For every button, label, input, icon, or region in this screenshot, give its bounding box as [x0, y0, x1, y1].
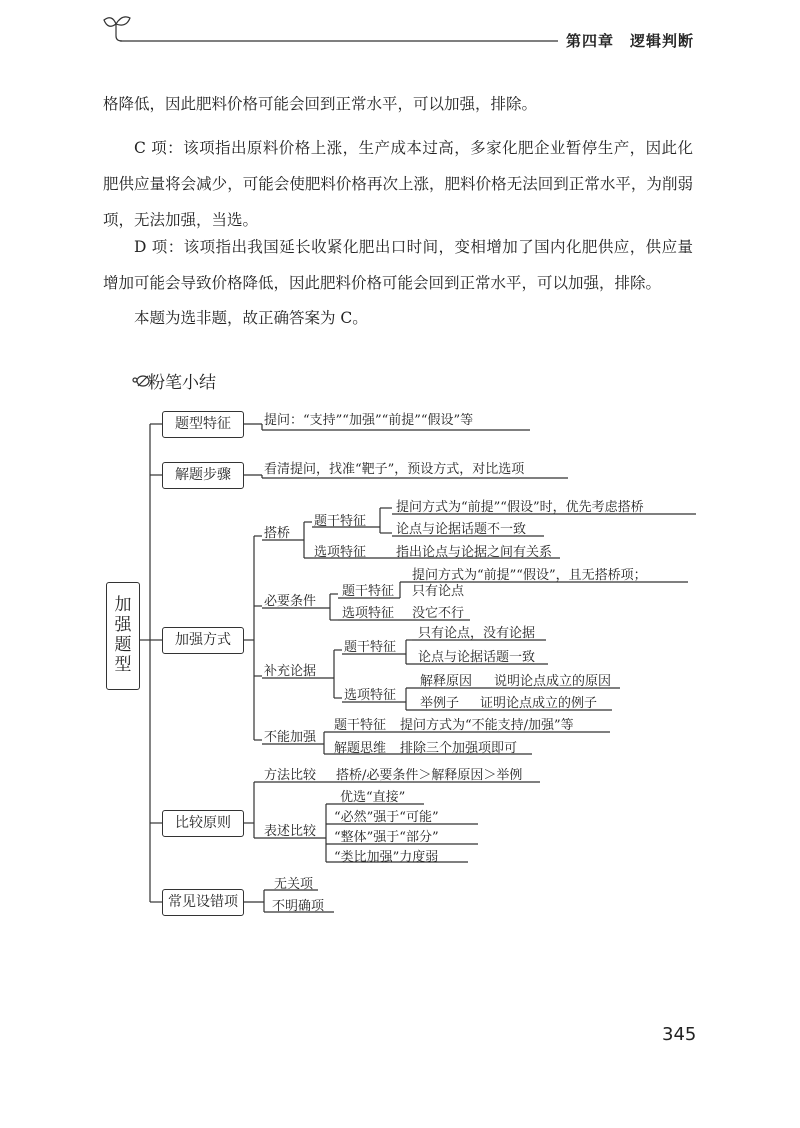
compare-expr-1: 优选“直接”	[340, 790, 406, 805]
paragraph: 本题为选非题，故正确答案为 C。	[134, 309, 368, 327]
supplement-option-label: 选项特征	[344, 688, 397, 703]
type-feature-text: 提问：“支持”“加强”“前提”“假设”等	[264, 413, 474, 428]
bridge-label: 搭桥	[264, 526, 291, 541]
paragraph: C 项：该项指出原料价格上涨，生产成本过高，多家化肥企业暂停生产，因此化肥供应量将会减少，可能会使肥料价格再次上涨，肥料价格无法回到正常水平，为削弱项，无法加强，当选。	[103, 139, 693, 229]
errors-label: 常见设错项	[168, 894, 238, 910]
compare-expr-2: “必然”强于“可能”	[334, 810, 439, 825]
root-box	[106, 582, 140, 690]
necessary-stem-label: 题干特征	[342, 584, 395, 599]
compare-method-text: 搭桥/必要条件＞解释原因＞举例	[336, 768, 523, 783]
chapter-title: 第四章 逻辑判断	[566, 32, 695, 50]
necessary-option-1: 没它不行	[412, 606, 465, 621]
errors-box	[162, 889, 244, 916]
methods-label: 加强方式	[175, 632, 231, 648]
root-label: 加强题型	[114, 595, 132, 675]
paragraph: 格降低，因此肥料价格可能会回到正常水平，可以加强，排除。	[103, 95, 538, 113]
bridge-stem-2: 论点与论据话题不一致	[396, 522, 527, 537]
supplement-stem-label: 题干特征	[344, 640, 397, 655]
compare-expr-4: “类比加强”力度弱	[334, 850, 439, 865]
compare-expr-label: 表述比较	[264, 824, 317, 839]
supplement-example-label: 举例子	[420, 696, 460, 711]
steps-box	[162, 462, 244, 489]
compare-box	[162, 810, 244, 837]
necessary-stem-1: 提问方式为“前提”“假设”，且无搭桥项；	[412, 568, 647, 583]
cannot-label: 不能加强	[264, 730, 317, 745]
type-feature-label: 题型特征	[175, 416, 231, 432]
supplement-stem-2: 论点与论据话题一致	[418, 650, 536, 665]
cannot-stem-label: 题干特征	[334, 718, 387, 733]
errors-item-2: 不明确项	[272, 899, 325, 914]
bridge-stem-1: 提问方式为“前提”“假设”时，优先考虑搭桥	[396, 500, 644, 515]
compare-label: 比较原则	[175, 815, 231, 831]
cannot-thinking-label: 解题思维	[334, 741, 387, 756]
summary-title: 粉笔小结	[148, 373, 216, 393]
bridge-option-label: 选项特征	[314, 545, 367, 560]
cannot-thinking-text: 排除三个加强项即可	[400, 741, 518, 756]
supplement-label: 补充论据	[264, 664, 317, 679]
supplement-stem-1: 只有论点，没有论据	[418, 626, 536, 641]
errors-item-1: 无关项	[274, 877, 314, 892]
steps-label: 解题步骤	[175, 467, 231, 483]
compare-method-label: 方法比较	[264, 768, 317, 783]
supplement-explain-text: 说明论点成立的原因	[494, 674, 612, 689]
methods-box	[162, 627, 244, 654]
bridge-option-1: 指出论点与论据之间有关系	[396, 545, 553, 560]
compare-expr-3: “整体”强于“部分”	[334, 830, 439, 845]
paragraph: D 项：该项指出我国延长收紧化肥出口时间，变相增加了国内化肥供应，供应量增加可能会导致价格降低，因此肥料价格可能会回到正常水平，可以加强，排除。	[103, 238, 693, 292]
bridge-stem-label: 题干特征	[314, 514, 367, 529]
supplement-example-text: 证明论点成立的例子	[480, 696, 598, 711]
type-feature-box	[162, 411, 244, 438]
necessary-label: 必要条件	[264, 594, 317, 609]
page-number: 345	[662, 1024, 697, 1045]
necessary-option-label: 选项特征	[342, 606, 395, 621]
steps-text: 看清提问，找准“靶子”，预设方式，对比选项	[264, 462, 525, 477]
supplement-explain-label: 解释原因	[420, 674, 473, 689]
cannot-stem-text: 提问方式为“不能支持/加强”等	[400, 718, 574, 733]
necessary-stem-2: 只有论点	[412, 584, 465, 599]
